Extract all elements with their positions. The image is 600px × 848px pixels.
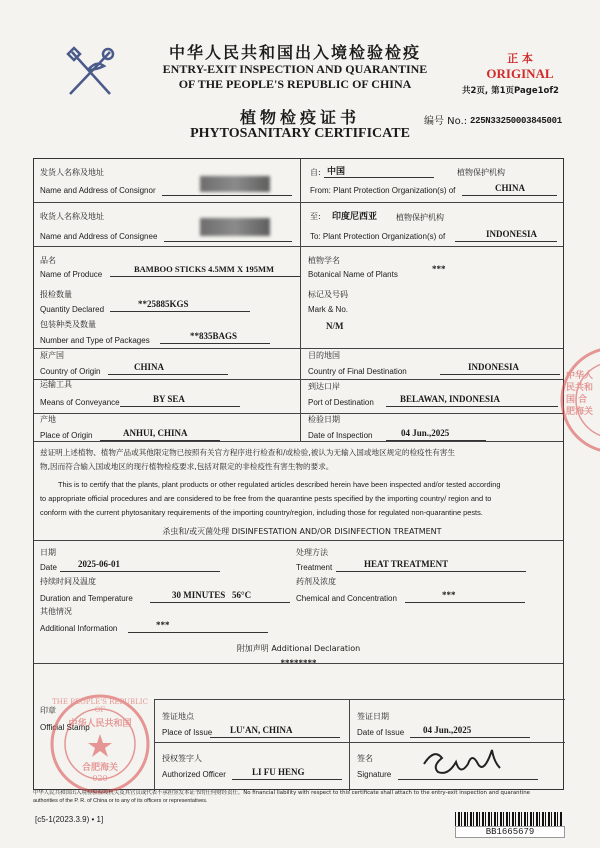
from-underline xyxy=(462,195,557,196)
origin-country-label-cn: 原产国 xyxy=(40,351,64,360)
consignee-redacted xyxy=(200,218,270,236)
chemical-label-cn: 药剂及浓度 xyxy=(296,577,336,586)
page-info: 共2页, 第1页Page1of2 xyxy=(462,86,559,96)
treatment-date-label-en: Date xyxy=(40,563,57,572)
edge-seal-stamp xyxy=(556,340,600,460)
chemical-underline xyxy=(405,602,525,603)
mark-label-cn: 标记及号码 xyxy=(308,290,348,299)
quantity-value: **25885KGS xyxy=(138,299,189,309)
issue-date-value: 04 Jun.,2025 xyxy=(423,725,472,735)
from-label-en: From: Plant Protection Organization(s) of xyxy=(310,186,456,195)
from-value: CHINA xyxy=(495,183,526,193)
officer-label-cn: 授权签字人 xyxy=(162,754,202,763)
issue-date-underline xyxy=(410,737,530,738)
treatment-method-value: HEAT TREATMENT xyxy=(364,559,449,569)
statement-cn-1: 兹证明上述植物、植物产品或其他限定物已按照有关官方程序进行检查和/或检验,被认为无输入国或地区规定的检疫性有害生 xyxy=(40,448,456,457)
to-label-suffix: 植物保护机构 xyxy=(396,213,444,222)
certificate-title-cn: 植物检疫证书 xyxy=(239,108,360,127)
signature-label-cn: 签名 xyxy=(357,754,373,763)
port-value: BELAWAN, INDONESIA xyxy=(400,394,501,404)
packages-value: **835BAGS xyxy=(190,331,238,341)
duration-label-en: Duration and Temperature xyxy=(40,594,133,603)
inspection-date-value: 04 Jun.,2025 xyxy=(401,428,450,438)
inspection-date-label-en: Date of Inspection xyxy=(308,431,373,440)
conveyance-label-cn: 运输工具 xyxy=(40,380,72,389)
to-label-en: To: Plant Protection Organization(s) of xyxy=(310,232,446,241)
conveyance-value: BY SEA xyxy=(153,394,185,404)
statement-en-2: to appropriate official procedures and are considered to be free from the quarantine pests specified by the importing country/ region and to xyxy=(40,494,492,503)
duration-value: 30 MINUTES 56°C xyxy=(172,590,252,600)
cert-no-label: 编号 No.: xyxy=(424,116,468,127)
signature-image xyxy=(418,742,508,780)
officer-label-en: Authorized Officer xyxy=(162,770,226,779)
place-origin-label-cn: 产地 xyxy=(40,415,56,424)
header-title-en-1: ENTRY-EXIT INSPECTION AND QUARANTINE xyxy=(162,62,428,76)
disclaimer-en: authorities of the P. R. of China or to any of its officers or representatives. xyxy=(33,798,208,804)
cert-no-value: 225N33250003845001 xyxy=(470,116,562,126)
statement-en-3: conform with the current phytosanitary requirements of the importing country/region, including those for regulated non-quarantine pests. xyxy=(40,508,483,517)
treatment-method-label-cn: 处理方法 xyxy=(296,548,328,557)
additional-info-underline xyxy=(128,632,268,633)
additional-declaration-heading: 附加声明 Additional Declaration xyxy=(236,644,361,653)
inspection-date-label-cn: 检验日期 xyxy=(308,415,340,424)
chemical-value: *** xyxy=(442,590,456,600)
seal-office-text: 合肥海关 xyxy=(81,763,118,773)
quantity-underline xyxy=(110,311,250,312)
statement-en-1: This is to certify that the plants, plant products or other regulated articles described herein have been inspected and/or tested according xyxy=(58,480,501,489)
stamp-label-cn: 印章 xyxy=(40,706,56,715)
additional-info-label-cn: 其他情况 xyxy=(40,607,72,616)
quantity-label-en: Quantity Declared xyxy=(40,305,105,314)
place-issue-value: LU'AN, CHINA xyxy=(230,725,293,735)
mark-value: N/M xyxy=(326,321,344,331)
statement-cn-2: 物,因而符合输入国或地区的现行植物检疫要求,包括对限定的非检疫性有害生物的要求。 xyxy=(40,462,334,471)
botanical-label-cn: 植物学名 xyxy=(308,256,340,265)
destination-underline xyxy=(440,374,560,375)
customs-emblem-icon xyxy=(60,42,122,102)
treatment-method-label-en: Treatment xyxy=(296,563,333,572)
seal-cn-text: 中华人民共和国 xyxy=(68,719,132,729)
produce-value: BAMBOO STICKS 4.5MM X 195MM xyxy=(134,264,275,274)
packages-label-en: Number and Type of Packages xyxy=(40,336,150,345)
officer-value: LI FU HENG xyxy=(252,767,305,777)
consignor-redacted xyxy=(200,176,270,192)
signature-label-en: Signature xyxy=(357,770,392,779)
place-issue-label-en: Place of Issue xyxy=(162,728,213,737)
mark-label-en: Mark & No. xyxy=(308,305,349,314)
form-code: [c5-1(2023.3.9) • 1] xyxy=(35,815,104,824)
to-label-prefix: 至: xyxy=(310,212,321,221)
treatment-date-value: 2025-06-01 xyxy=(78,559,120,569)
consignor-label-cn: 发货人名称及地址 xyxy=(40,168,104,177)
treatment-date-underline xyxy=(60,571,220,572)
from-cn-underline xyxy=(324,177,434,178)
duration-label-cn: 持续时间及温度 xyxy=(40,577,96,586)
edge-seal-text: 中华人民共和国 合肥海关 xyxy=(566,371,594,417)
to-value: INDONESIA xyxy=(486,229,538,239)
port-label-cn: 到达口岸 xyxy=(308,382,340,391)
from-value-cn: 中国 xyxy=(327,167,346,177)
original-label-cn: 正 本 xyxy=(507,52,533,65)
produce-label-en: Name of Produce xyxy=(40,270,103,279)
issue-date-label-cn: 签证日期 xyxy=(357,712,389,721)
consignee-label-en: Name and Address of Consignee xyxy=(40,232,158,241)
to-underline xyxy=(455,241,557,242)
produce-underline xyxy=(110,276,300,277)
destination-label-cn: 目的地国 xyxy=(308,351,340,360)
destination-label-en: Country of Final Destination xyxy=(308,367,407,376)
header-title-en-2: OF THE PEOPLE'S REPUBLIC OF CHINA xyxy=(178,77,412,91)
port-label-en: Port of Destination xyxy=(308,398,374,407)
certificate-title-en: PHYTOSANITARY CERTIFICATE xyxy=(190,126,410,141)
destination-value: INDONESIA xyxy=(468,362,520,372)
from-label-suffix: 植物保护机构 xyxy=(457,168,505,177)
barcode xyxy=(455,812,563,826)
botanical-label-en: Botanical Name of Plants xyxy=(308,270,398,279)
place-origin-label-en: Place of Origin xyxy=(40,431,93,440)
inspection-underline xyxy=(386,440,486,441)
disclaimer-cn: 中华人民共和国出入境检验检疫机关及其官员或代表不承担签发本证书的任何财经责任。No financial liability with respect to this certificate shall attach to the entry-exit inspection and quarantine xyxy=(33,790,530,796)
stamp-label-en: Official Stamp xyxy=(40,723,90,732)
port-underline xyxy=(386,406,558,407)
quantity-label-cn: 报检数量 xyxy=(40,290,72,299)
place-issue-underline xyxy=(210,737,340,738)
place-origin-value: ANHUI, CHINA xyxy=(123,428,188,438)
additional-declaration-value: ******** xyxy=(280,658,317,668)
original-label-en: ORIGINAL xyxy=(486,66,554,81)
treatment-heading: 杀虫和/或灭菌处理 DISINFESTATION AND/OR DISINFECTION TREATMENT xyxy=(162,527,442,536)
header-title-cn: 中华人民共和国出入境检验检疫 xyxy=(168,43,421,62)
conveyance-underline xyxy=(120,406,240,407)
from-label-prefix: 自: xyxy=(310,168,321,177)
official-seal-stamp xyxy=(44,690,156,798)
place-issue-label-cn: 签证地点 xyxy=(162,712,194,721)
origin-underline xyxy=(108,374,228,375)
packages-label-cn: 包装种类及数量 xyxy=(40,320,96,329)
issue-date-label-en: Date of Issue xyxy=(357,728,405,737)
origin-country-label-en: Country of Origin xyxy=(40,367,101,376)
conveyance-label-en: Means of Conveyance xyxy=(40,398,120,407)
chemical-label-en: Chemical and Concentration xyxy=(296,594,397,603)
duration-underline xyxy=(150,602,290,603)
officer-underline xyxy=(232,779,342,780)
treatment-date-label-cn: 日期 xyxy=(40,548,56,557)
botanical-value: *** xyxy=(432,264,446,274)
seal-top-text: THE PEOPLE'S REPUBLIC OF xyxy=(52,698,148,714)
consignor-label-en: Name and Address of Consignor xyxy=(40,186,156,195)
treatment-method-underline xyxy=(336,571,526,572)
packages-underline xyxy=(160,343,270,344)
additional-info-value: *** xyxy=(156,620,170,630)
to-value-cn: 印度尼西亚 xyxy=(332,212,378,222)
additional-info-label-en: Additional Information xyxy=(40,624,118,633)
produce-label-cn: 品名 xyxy=(40,256,56,265)
serial-number: BB1665679 xyxy=(455,826,565,838)
place-origin-underline xyxy=(100,440,220,441)
origin-country-value: CHINA xyxy=(134,362,165,372)
consignee-label-cn: 收货人名称及地址 xyxy=(40,212,104,221)
seal-number: 020 xyxy=(92,774,108,783)
